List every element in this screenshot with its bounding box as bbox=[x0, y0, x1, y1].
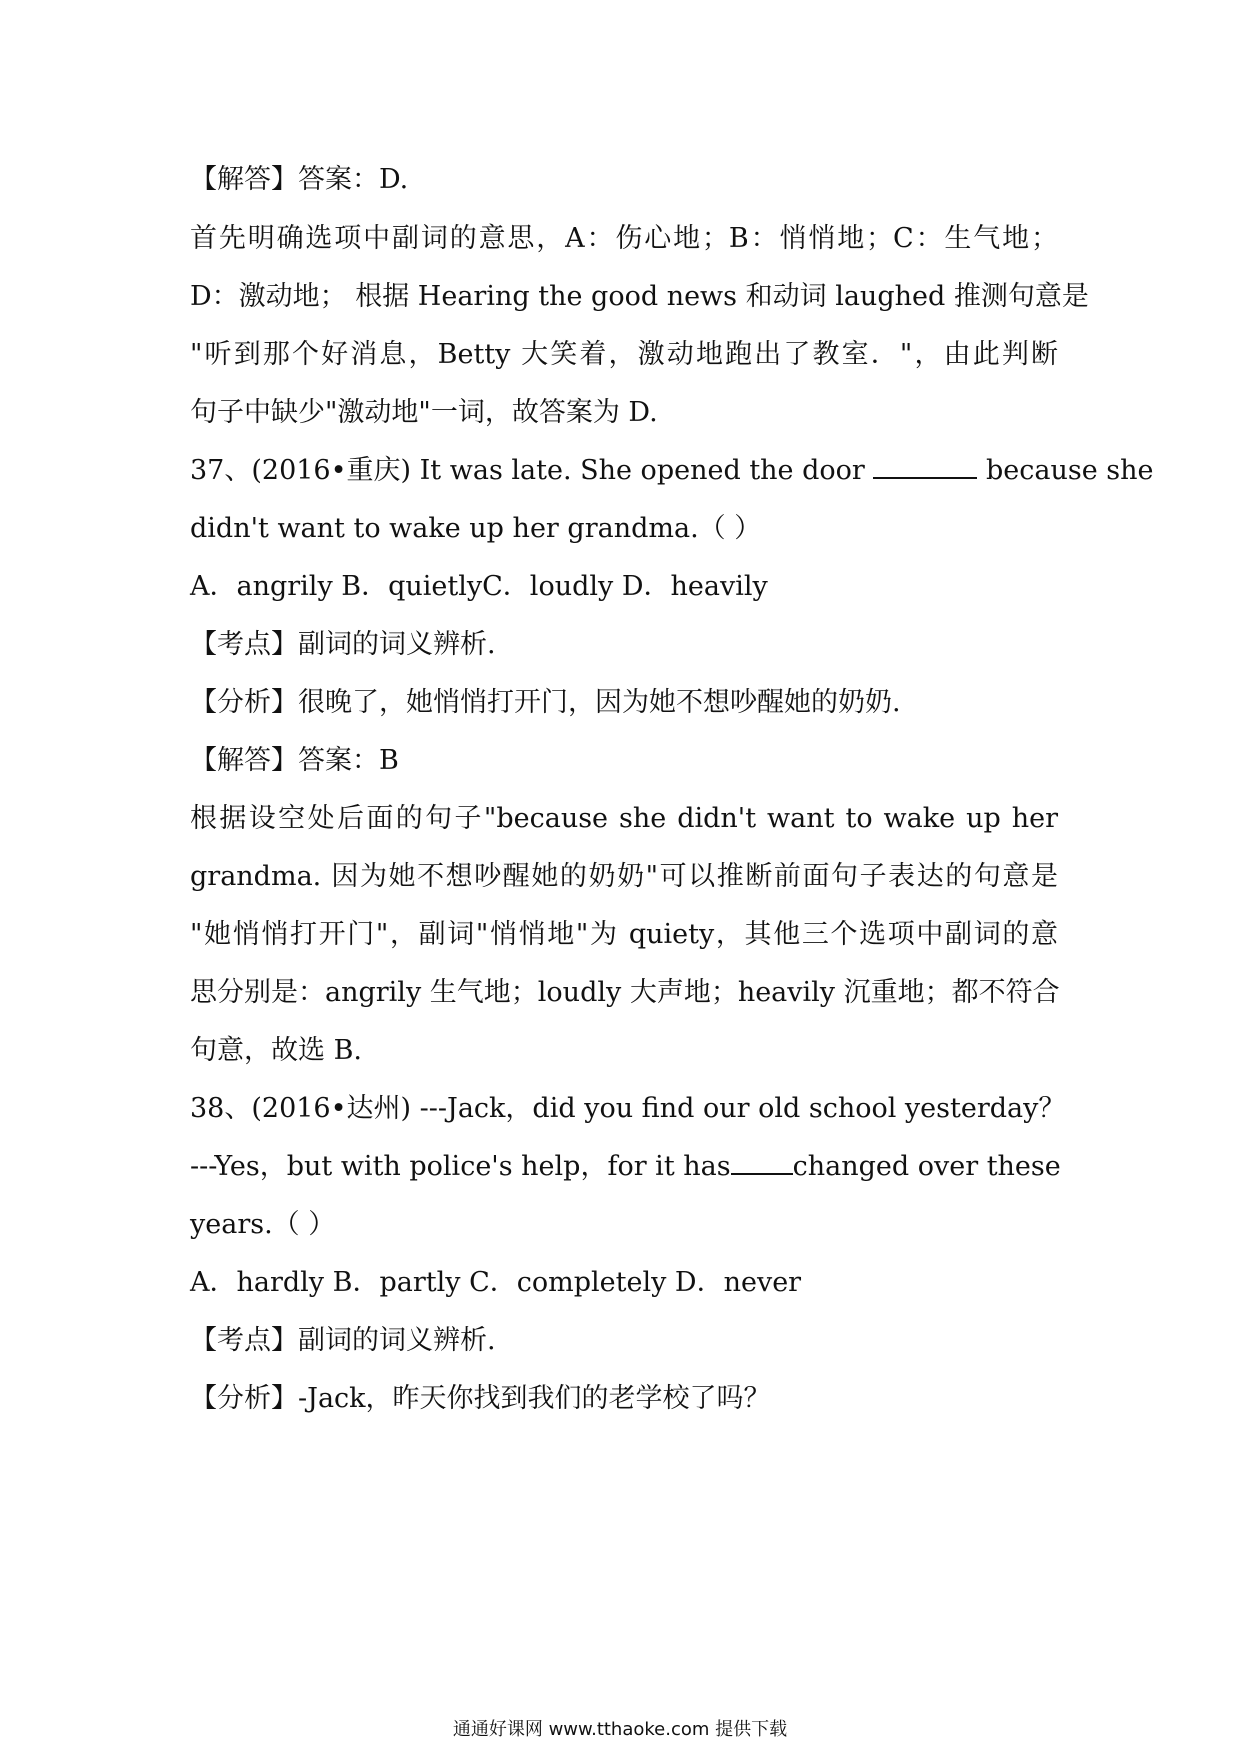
question-37-options: A．angrily B．quietlyC．loudly D．heavily bbox=[190, 571, 768, 602]
explanation-line: D：激动地； 根据 Hearing the good news 和动词 laughed 推测句意是 bbox=[190, 281, 1089, 312]
key-point-37: 【考点】副词的词义辨析. bbox=[190, 629, 496, 660]
answer-37: 【解答】答案：B bbox=[190, 745, 399, 776]
explanation-37-line: grandma. 因为她不想吵醒她的奶奶"可以推断前面句子表达的句意是 bbox=[190, 861, 1058, 892]
explanation-line: "听到那个好消息，Betty 大笑着，激动地跑出了教室．"，由此判断 bbox=[190, 339, 1058, 370]
explanation-37-line: 思分别是：angrily 生气地；loudly 大声地；heavily 沉重地；都不符合 bbox=[190, 977, 1060, 1008]
page-footer: 通通好课网 www.tthaoke.com 提供下载 bbox=[452, 1719, 788, 1740]
explanation-line: 首先明确选项中副词的意思，A：伤心地；B：悄悄地；C：生气地； bbox=[190, 223, 1058, 254]
question-38-options: A．hardly B．partly C．completely D．never bbox=[190, 1267, 802, 1298]
question-37-stem-cont: didn't want to wake up her grandma.（ ） bbox=[190, 513, 762, 544]
answer-blank bbox=[873, 453, 977, 479]
question-37-text-end: because she bbox=[986, 455, 1154, 486]
answer-line-q36: 【解答】答案：D. bbox=[190, 164, 409, 195]
analysis-37: 【分析】很晚了，她悄悄打开门，因为她不想吵醒她的奶奶. bbox=[190, 687, 901, 718]
question-38-reply bbox=[190, 1147, 1061, 1187]
explanation-37-line: "她悄悄打开门"，副词"悄悄地"为 quiety，其他三个选项中副词的意 bbox=[190, 919, 1058, 950]
explanation-37-line: 根据设空处后面的句子"because she didn't want to wake up her bbox=[190, 803, 1058, 834]
question-38-stem: 38、(2016•达州) ---Jack，did you find our old school yesterday？ bbox=[190, 1093, 1066, 1124]
answer-blank bbox=[731, 1149, 793, 1175]
question-37-stem bbox=[190, 451, 1154, 491]
analysis-38: 【分析】-Jack，昨天你找到我们的老学校了吗？ bbox=[190, 1383, 771, 1414]
explanation-line: 句子中缺少"激动地"一词，故答案为 D. bbox=[190, 397, 658, 428]
question-38-text-end: changed over these bbox=[792, 1151, 1061, 1182]
question-38-stem-cont: years.（ ） bbox=[190, 1209, 336, 1240]
question-37-text: 37、(2016•重庆) It was late. She opened the door bbox=[190, 455, 865, 486]
key-point-38: 【考点】副词的词义辨析. bbox=[190, 1325, 496, 1356]
explanation-37-line: 句意，故选 B. bbox=[190, 1035, 363, 1066]
question-38-text: ---Yes，but with police's help，for it has bbox=[190, 1147, 793, 1187]
